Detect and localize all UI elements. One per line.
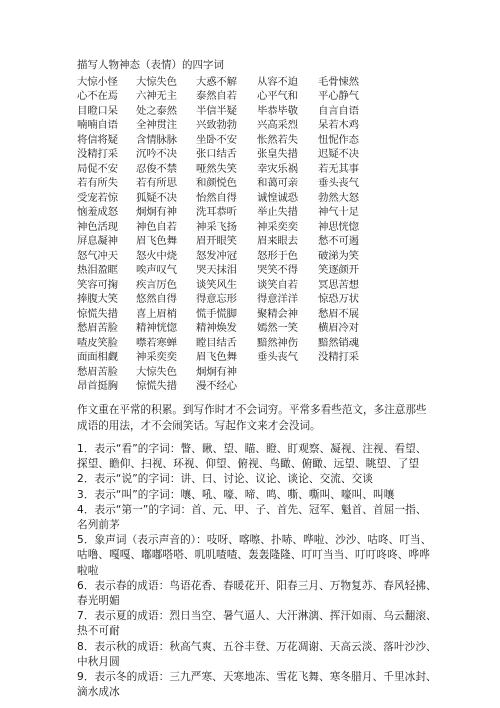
category-item: 3．表示“叫”的字词：嚷、吼、嚎、啼、鸣、嘶、嘶叫、嚎叫、叫嚷 <box>77 488 395 501</box>
word-cell: 和颜悦色 <box>196 177 237 190</box>
word-cell: 眉来眼去 <box>257 235 298 248</box>
word-cell: 哑然失笑 <box>196 162 237 175</box>
word-cell: 捧腹大笑 <box>77 293 118 306</box>
word-cell: 怒火中烧 <box>136 249 177 262</box>
word-cell: 张皇失措 <box>257 148 298 161</box>
word-cell: 炯炯有神 <box>196 365 237 378</box>
word-cell: 诚惶诚恐 <box>257 191 298 204</box>
word-cell: 谈笑自若 <box>257 278 298 291</box>
word-row <box>77 334 377 349</box>
word-cell: 自言自语 <box>318 104 359 117</box>
word-cell: 从容不迫 <box>257 75 298 88</box>
category-list <box>77 442 437 700</box>
document-title: 描写人物神态（表情）的四字词 <box>77 59 224 71</box>
word-row <box>77 146 377 161</box>
word-cell: 毛骨悚然 <box>318 75 359 88</box>
word-cell: 噤若寒蝉 <box>136 336 177 349</box>
word-cell: 嫣然一笑 <box>257 322 298 335</box>
word-cell: 张口结舌 <box>196 148 237 161</box>
word-cell: 心平气和 <box>257 90 298 103</box>
word-cell: 狐疑不决 <box>136 191 177 204</box>
word-cell: 炯炯有神 <box>136 206 177 219</box>
category-item: 8．表示秋的成语：秋高气爽、五谷丰登、万花凋谢、天高云淡、落叶沙沙、中秋月圆 <box>77 640 437 668</box>
category-item: 2．表示“说”的字词：讲、曰、讨论、议论、谈论、交流、交谈 <box>77 473 374 486</box>
word-cell: 恼羞成怒 <box>77 206 118 219</box>
word-cell: 眉飞色舞 <box>196 351 237 364</box>
word-cell: 忸怩作态 <box>318 133 359 146</box>
word-cell: 大惊失色 <box>136 75 177 88</box>
word-cell: 惊慌失措 <box>136 380 177 393</box>
word-grid <box>77 73 377 392</box>
word-cell: 怡然自得 <box>196 191 237 204</box>
word-cell: 热泪盈眶 <box>77 264 118 277</box>
word-cell: 眉飞色舞 <box>136 235 177 248</box>
word-cell: 愁不可遏 <box>318 235 359 248</box>
word-cell: 垂头丧气 <box>318 177 359 190</box>
word-cell: 呆若木鸡 <box>318 119 359 132</box>
word-cell: 面面相觑 <box>77 351 118 364</box>
word-cell: 怒气冲天 <box>77 249 118 262</box>
word-cell: 大惊小怪 <box>77 75 118 88</box>
word-cell: 精神恍惚 <box>136 322 177 335</box>
word-row <box>77 189 377 204</box>
word-cell: 聚精会神 <box>257 307 298 320</box>
word-cell: 忍俊不禁 <box>136 162 177 175</box>
word-cell: 泰然自若 <box>196 90 237 103</box>
word-cell: 目瞪口呆 <box>77 104 118 117</box>
word-row <box>77 262 377 277</box>
word-cell: 得意洋洋 <box>257 293 298 306</box>
word-row <box>77 204 377 219</box>
word-row <box>77 175 377 190</box>
word-row <box>77 363 377 378</box>
word-cell: 怒形于色 <box>257 249 298 262</box>
word-row <box>77 102 377 117</box>
word-cell: 垂头丧气 <box>257 351 298 364</box>
word-cell: 坐卧不安 <box>196 133 237 146</box>
category-item: 1．表示“看”的字词：瞥、瞅、望、瞄、瞪、盯观察、凝视、注视、看望、探望、瞻仰、扫视、环视、仰望、俯视、鸟瞰、俯瞰、远望、眺望、了望 <box>77 443 427 471</box>
word-cell: 若有所思 <box>136 177 177 190</box>
word-cell: 谈笑风生 <box>196 278 237 291</box>
word-cell: 精神焕发 <box>196 322 237 335</box>
word-cell: 愁眉不展 <box>318 307 359 320</box>
word-cell: 笑逐颜开 <box>318 264 359 277</box>
word-cell: 举止失措 <box>257 206 298 219</box>
word-cell: 神色活现 <box>77 220 118 233</box>
word-row <box>77 291 377 306</box>
word-cell: 受宠若惊 <box>77 191 118 204</box>
word-cell: 和蔼可亲 <box>257 177 298 190</box>
word-row <box>77 88 377 103</box>
word-row <box>77 233 377 248</box>
word-cell: 喳皮笑脸 <box>77 336 118 349</box>
word-row <box>77 276 377 291</box>
word-row <box>77 160 377 175</box>
word-cell: 漫不经心 <box>196 380 237 393</box>
word-cell: 哭天抹泪 <box>196 264 237 277</box>
word-cell: 全神贯注 <box>136 119 177 132</box>
word-cell: 惊恐万状 <box>318 293 359 306</box>
word-cell: 大惊失色 <box>136 365 177 378</box>
word-cell: 喃喃自语 <box>77 119 118 132</box>
word-row <box>77 349 377 364</box>
word-cell: 心不在焉 <box>77 90 118 103</box>
word-cell: 喜上眉梢 <box>136 307 177 320</box>
word-cell: 黯然销魂 <box>318 336 359 349</box>
word-cell: 沉吟不决 <box>136 148 177 161</box>
word-cell: 幸灾乐祸 <box>257 162 298 175</box>
word-cell: 横眉冷对 <box>318 322 359 335</box>
word-row <box>77 320 377 335</box>
word-cell: 怒发冲冠 <box>196 249 237 262</box>
word-cell: 神采奕奕 <box>257 220 298 233</box>
word-cell: 惊慌失措 <box>77 307 118 320</box>
word-cell: 将信将疑 <box>77 133 118 146</box>
word-cell: 笑容可掬 <box>77 278 118 291</box>
word-cell: 眉开眼笑 <box>196 235 237 248</box>
category-item: 7．表示夏的成语：烈日当空、暑气逼人、大汗淋漓、挥汗如雨、乌云翻滚、热不可耐 <box>77 610 437 638</box>
word-cell: 昂首挺胸 <box>77 380 118 393</box>
word-cell: 没精打采 <box>318 351 359 364</box>
word-cell: 没精打采 <box>77 148 118 161</box>
word-cell: 瞠目结舌 <box>196 336 237 349</box>
category-item: 4．表示“第一”的字词：首、元、甲、子、首先、冠军、魁首、首屈一指、名列前茅 <box>77 503 427 532</box>
word-cell: 处之泰然 <box>136 104 177 117</box>
word-cell: 神采奕奕 <box>136 351 177 364</box>
word-cell: 若有所失 <box>77 177 118 190</box>
word-cell: 局促不安 <box>77 162 118 175</box>
word-row <box>77 305 377 320</box>
word-cell: 神气十足 <box>318 206 359 219</box>
word-row <box>77 131 377 146</box>
word-cell: 毕恭毕敬 <box>257 104 298 117</box>
category-item: 5．象声词（表示声音的）：吱呀、喀嚓、扑哧、哗啦、沙沙、咕咚、叮当、咕噜、嘎嘎、嘟嘟嗒嗒、叽叽喳喳、轰轰隆隆、叮叮当当、叮叮咚咚、哗哗啦啦 <box>77 534 432 577</box>
word-row <box>77 73 377 88</box>
word-cell: 大惑不解 <box>196 75 237 88</box>
word-cell: 神思恍惚 <box>318 220 359 233</box>
word-cell: 勃然大怒 <box>318 191 359 204</box>
word-cell: 若无其事 <box>318 162 359 175</box>
word-cell: 疾言厉色 <box>136 278 177 291</box>
word-cell: 黯然神伤 <box>257 336 298 349</box>
word-cell: 神色自若 <box>136 220 177 233</box>
intro-paragraph: 作文重在平常的积累。到写作时才不会词穷。平常多看些范文，多注意那些成语的用法，才不会闹笑话。写起作文来才会没词。 <box>77 404 427 432</box>
word-cell: 洗耳恭听 <box>196 206 237 219</box>
word-cell: 慌手慌脚 <box>196 307 237 320</box>
word-cell: 半信半疑 <box>196 104 237 117</box>
word-cell: 迟疑不决 <box>318 148 359 161</box>
word-cell: 破涕为笑 <box>318 249 359 262</box>
word-cell: 怅然若失 <box>257 133 298 146</box>
word-row <box>77 218 377 233</box>
word-row <box>77 117 377 132</box>
word-cell: 含情脉脉 <box>136 133 177 146</box>
category-item: 9．表示冬的成语：三九严寒、天寒地冻、雪花飞舞、寒冬腊月、千里冰封、滴水成冰 <box>77 671 437 699</box>
word-cell: 愁眉苦脸 <box>77 322 118 335</box>
word-cell: 冥思苦想 <box>318 278 359 291</box>
word-cell: 兴致勃勃 <box>196 119 237 132</box>
word-cell: 得意忘形 <box>196 293 237 306</box>
category-item: 6．表示春的成语：鸟语花香、春暖花开、阳春三月、万物复苏、春风轻拂、春光明媚 <box>77 579 437 608</box>
word-cell: 兴高采烈 <box>257 119 298 132</box>
word-cell: 屏息凝神 <box>77 235 118 248</box>
word-cell: 唉声叹气 <box>136 264 177 277</box>
word-cell: 神采飞扬 <box>196 220 237 233</box>
word-cell: 平心静气 <box>318 90 359 103</box>
word-row <box>77 247 377 262</box>
word-cell: 哭笑不得 <box>257 264 298 277</box>
word-cell: 六神无主 <box>136 90 177 103</box>
word-row <box>77 378 377 393</box>
word-cell: 悠然自得 <box>136 293 177 306</box>
word-cell: 愁眉苦脸 <box>77 365 118 378</box>
